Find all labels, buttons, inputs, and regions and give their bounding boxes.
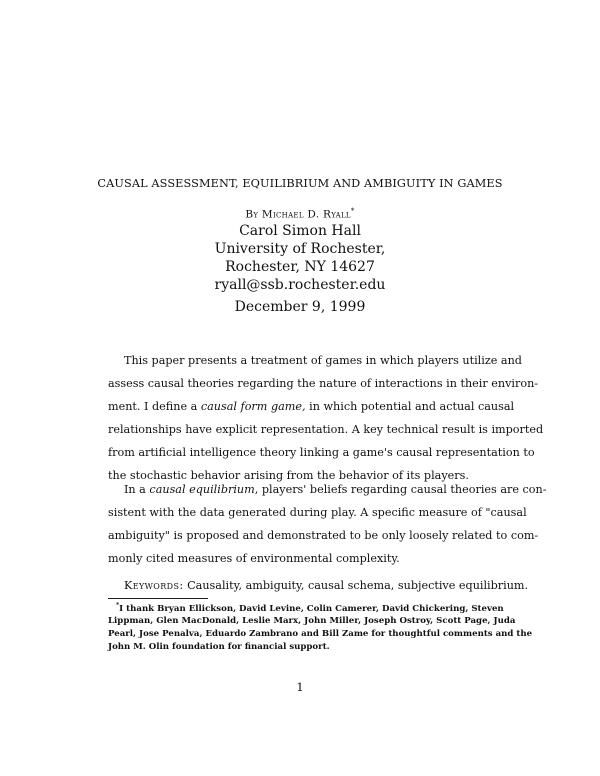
affiliation-city: Rochester, NY 14627 <box>225 259 375 275</box>
abstract-line: relationships have explicit representation. A key technical result is imported <box>108 423 544 436</box>
abstract-line: from artificial intelligence theory linking a game's causal representation to <box>108 446 535 459</box>
author-footnote-marker: * <box>350 207 355 215</box>
author-name: By Michael D. Ryall <box>245 208 351 221</box>
keywords-text: Causality, ambiguity, causal schema, subjective equilibrium. <box>187 579 529 592</box>
footnote-line: John M. Olin foundation for financial support. <box>108 641 330 652</box>
keywords-label: Keywords: <box>124 579 184 592</box>
footnote-marker: * <box>116 602 120 609</box>
abstract-line: ambiguity" is proposed and demonstrated to be only loosely related to com- <box>108 529 539 542</box>
abstract-paragraph-2 <box>108 478 547 570</box>
abstract-paragraph-1 <box>108 349 544 487</box>
abstract-line: assess causal theories regarding the nature of interactions in their environ- <box>108 377 539 390</box>
abstract-line: In a causal equilibrium, players' beliefs regarding causal theories are con- <box>124 483 547 496</box>
footnote-line <box>108 600 504 615</box>
abstract-line: This paper presents a treatment of games in which players utilize and <box>124 354 522 367</box>
affiliation-building: Carol Simon Hall <box>239 223 361 239</box>
footnote-rule <box>108 598 208 599</box>
affiliation-university: University of Rochester, <box>214 241 386 257</box>
keywords-line <box>124 574 529 597</box>
abstract-line: the stochastic behavior arising from the behavior of its players. <box>108 469 469 482</box>
affiliation-email: ryall@ssb.rochester.edu <box>214 277 386 293</box>
abstract-line: sistent with the data generated during play. A specific measure of "causal <box>108 506 527 519</box>
paper-title: CAUSAL ASSESSMENT, EQUILIBRIUM AND AMBIGUITY IN GAMES <box>97 177 503 190</box>
abstract-line: monly cited measures of environmental complexity. <box>108 552 400 565</box>
footnote-line: Lippman, Glen MacDonald, Leslie Marx, John Miller, Joseph Ostroy, Scott Page, Juda <box>108 616 516 627</box>
footnote <box>108 600 533 653</box>
abstract-line: ment. I define a causal form game, in which potential and actual causal <box>108 400 515 413</box>
footnote-line: Pearl, Jose Penalva, Eduardo Zambrano and Bill Zame for thoughtful comments and the <box>108 629 533 640</box>
author-byline <box>0 207 600 221</box>
page-number: 1 <box>296 680 304 694</box>
paper-date: December 9, 1999 <box>234 299 366 315</box>
footnote-line-text: I thank Bryan Ellickson, David Levine, Colin Camerer, David Chickering, Steven <box>119 603 504 614</box>
